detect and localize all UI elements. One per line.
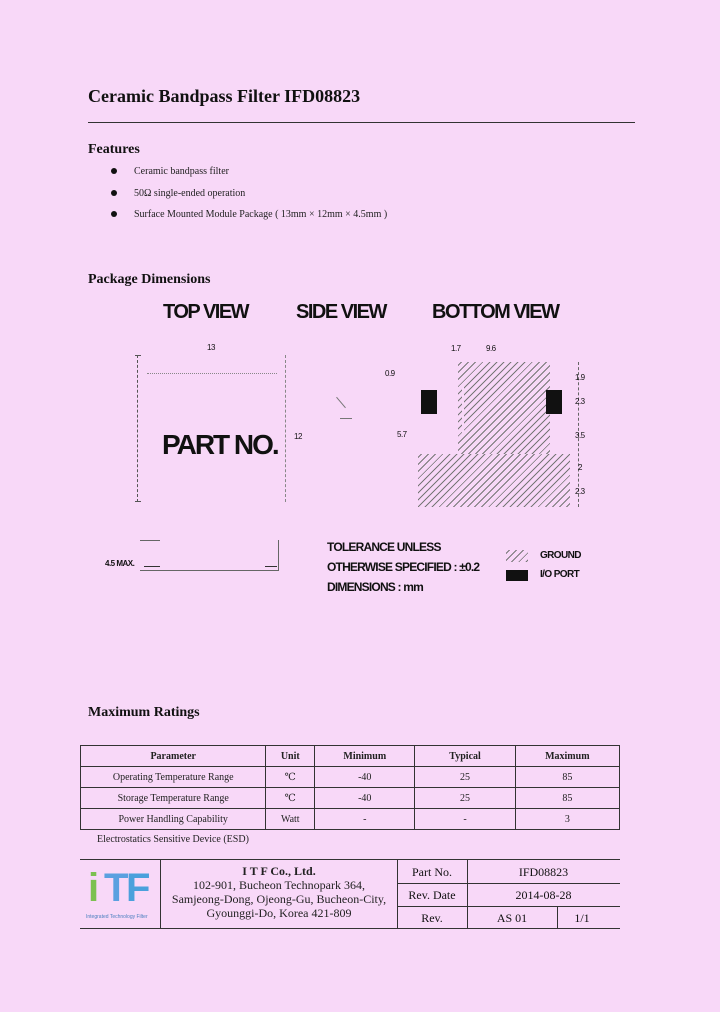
address-line: Gyounggi-Do, Korea 421-809: [206, 906, 352, 920]
dim-bottom-pad-offset: 0.9: [385, 369, 395, 378]
dim-bottom-left-offset: 1.7: [451, 344, 461, 353]
dim-right: 3.5: [575, 431, 585, 440]
table-cell: 85: [515, 788, 619, 809]
dim-side-height: 4.5 MAX.: [105, 559, 135, 568]
dim-right: 2: [578, 463, 582, 472]
dim-top-width: 13: [207, 343, 215, 352]
side-view-label: SIDE VIEW: [296, 301, 386, 323]
column-header: Typical: [415, 746, 515, 767]
ground-legend-icon: [506, 550, 528, 562]
bottom-view-label: BOTTOM VIEW: [432, 301, 559, 323]
footer-rule: [80, 928, 620, 929]
side-height-drawing: [140, 540, 280, 580]
bullet-icon: [111, 211, 117, 217]
company-block: [161, 864, 397, 920]
tolerance-line1: TOLERANCE UNLESS: [327, 540, 441, 554]
ground-legend-label: GROUND: [540, 550, 581, 561]
dim-bottom-span: 9.6: [486, 344, 496, 353]
top-view-label: TOP VIEW: [163, 301, 249, 323]
title-rule: [88, 122, 635, 123]
table-cell: Power Handling Capability: [81, 809, 266, 830]
column-header: Unit: [266, 746, 315, 767]
bottom-view-drawing: [418, 362, 570, 507]
address-line: 102-901, Bucheon Technopark 364,: [193, 878, 365, 892]
tolerance-line3: DIMENSIONS : mm: [327, 580, 424, 594]
esd-note: Electrostatics Sensitive Device (ESD): [97, 834, 249, 845]
table-cell: Watt: [266, 809, 315, 830]
table-cell: ℃: [266, 788, 315, 809]
address-line: Samjeong-Dong, Ojeong-Gu, Bucheon-City,: [171, 892, 387, 906]
column-header: Parameter: [81, 746, 266, 767]
table-cell: 85: [515, 767, 619, 788]
table-header-row: [81, 746, 620, 767]
bullet-icon: [111, 190, 117, 196]
itf-logo: i T F Integrated Technology Filter: [86, 866, 151, 920]
io-port-legend-icon: [506, 570, 528, 581]
package-heading: Package Dimensions: [88, 272, 211, 287]
part-no-value: IFD08823: [518, 865, 569, 879]
table-cell: 25: [415, 767, 515, 788]
feature-item: Surface Mounted Module Package ( 13mm × 12mm × 4.5mm ): [134, 209, 388, 220]
table-cell: -: [315, 809, 415, 830]
logo-tagline: Integrated Technology Filter: [86, 914, 148, 920]
dim-right: 2.3: [575, 397, 585, 406]
table-cell: -: [415, 809, 515, 830]
table-row: [81, 809, 620, 830]
side-view-drawing: [330, 398, 355, 428]
feature-item: 50Ω single-ended operation: [134, 188, 246, 199]
io-port-pad: [421, 390, 437, 414]
table-cell: -40: [315, 788, 415, 809]
company-name: I T F Co., Ltd.: [242, 864, 316, 878]
column-header: Minimum: [315, 746, 415, 767]
ratings-table: [80, 745, 620, 830]
io-port-pad: [546, 390, 562, 414]
table-cell: -40: [315, 767, 415, 788]
rev-date-value: 2014-08-28: [515, 888, 572, 902]
footer-rule: [80, 859, 620, 860]
rev-label: Rev.: [421, 911, 443, 925]
dim-top-height: 12: [294, 432, 302, 441]
table-cell: Operating Temperature Range: [81, 767, 266, 788]
ratings-heading: Maximum Ratings: [88, 705, 200, 720]
dim-bottom-left-height: 5.7: [397, 430, 407, 439]
bullet-icon: [111, 168, 117, 174]
tolerance-line2: OTHERWISE SPECIFIED : ±0.2: [327, 560, 480, 574]
table-cell: Storage Temperature Range: [81, 788, 266, 809]
dim-right: 2.3: [575, 487, 585, 496]
io-port-legend-label: I/O PORT: [540, 569, 580, 580]
feature-item: Ceramic bandpass filter: [134, 166, 229, 177]
table-row: [81, 767, 620, 788]
dim-right: 1.9: [575, 373, 585, 382]
ground-pad: [418, 454, 570, 507]
rev-date-label: Rev. Date: [408, 888, 456, 902]
rev-value: AS 01: [496, 911, 528, 925]
table-cell: ℃: [266, 767, 315, 788]
part-no-marking: PART NO.: [162, 429, 278, 460]
features-heading: Features: [88, 142, 140, 157]
part-no-label: Part No.: [412, 865, 452, 879]
page-number: 1/1: [574, 911, 590, 925]
document-title: Ceramic Bandpass Filter IFD08823: [88, 86, 361, 106]
table-row: [81, 788, 620, 809]
table-cell: 3: [515, 809, 619, 830]
column-header: Maximum: [515, 746, 619, 767]
table-cell: 25: [415, 788, 515, 809]
